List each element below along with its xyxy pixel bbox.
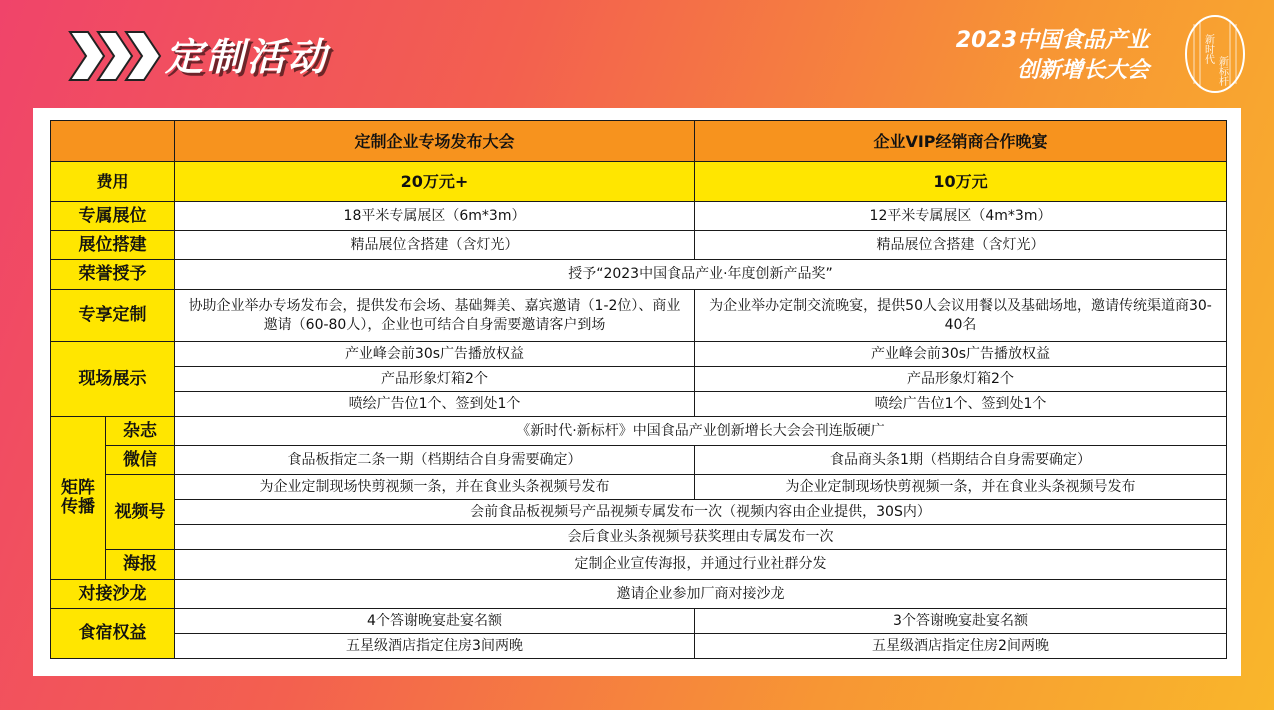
- table-cell: 五星级酒店指定住房3间两晚: [175, 634, 695, 659]
- seal-emblem-icon: [1184, 14, 1246, 94]
- brand-text: [956, 26, 1149, 86]
- table-cell: 授予“2023中国食品产业·年度创新产品奖”: [175, 260, 1227, 290]
- table-cell: 协助企业举办专场发布会，提供发布会场、基础舞美、嘉宾邀请（1-2位）、商业邀请（60-80人），企业也可结合自身需要邀请客户到场: [175, 290, 695, 342]
- table-cell: 会后食业头条视频号获奖理由专属发布一次: [175, 525, 1227, 550]
- table-cell: 精品展位含搭建（含灯光）: [695, 231, 1227, 260]
- table-header-row: [51, 121, 1227, 162]
- fee-value: 10万元: [695, 162, 1227, 202]
- table-row: [51, 609, 1227, 634]
- row-label-matrix: 矩阵传播: [51, 417, 106, 580]
- table-cell: 邀请企业参加厂商对接沙龙: [175, 580, 1227, 609]
- table-row: [51, 634, 1227, 659]
- sub-label-magazine: 杂志: [106, 417, 175, 446]
- row-label-honor: 荣誉授予: [51, 260, 175, 290]
- activity-table: [50, 120, 1227, 659]
- table-row: [51, 231, 1227, 260]
- column-header: 定制企业专场发布大会: [175, 121, 695, 162]
- table-cell: 《新时代·新标杆》中国食品产业创新增长大会会刊连版硬广: [175, 417, 1227, 446]
- table-cell: 产品形象灯箱2个: [175, 367, 695, 392]
- table-cell: 定制企业宣传海报，并通过行业社群分发: [175, 550, 1227, 580]
- table-cell: 会前食品板视频号产品视频专属发布一次（视频内容由企业提供，30S内）: [175, 500, 1227, 525]
- table-row: [51, 162, 1227, 202]
- seal-right-text: 新标杆: [1216, 56, 1228, 86]
- table-row: [51, 446, 1227, 475]
- row-label-salon: 对接沙龙: [51, 580, 175, 609]
- table-row: [51, 367, 1227, 392]
- table-cell: 为企业定制现场快剪视频一条，并在食业头条视频号发布: [695, 475, 1227, 500]
- table-cell: 产业峰会前30s广告播放权益: [175, 342, 695, 367]
- brand-line-1: 2023中国食品产业: [955, 28, 1149, 53]
- fee-value: 20万元+: [175, 162, 695, 202]
- page-title: 定制活动: [165, 35, 330, 79]
- column-header: 企业VIP经销商合作晚宴: [695, 121, 1227, 162]
- table-cell: 产业峰会前30s广告播放权益: [695, 342, 1227, 367]
- sub-label-wechat: 微信: [106, 446, 175, 475]
- row-label-custom: 专享定制: [51, 290, 175, 342]
- row-label-booth: 专属展位: [51, 202, 175, 231]
- table-row: [51, 392, 1227, 417]
- table-cell: 为企业举办定制交流晚宴，提供50人会议用餐以及基础场地，邀请传统渠道商30-40名: [695, 290, 1227, 342]
- table-cell: 喷绘广告位1个、签到处1个: [175, 392, 695, 417]
- table-cell: 食品商头条1期（档期结合自身需要确定）: [695, 446, 1227, 475]
- table-cell: 五星级酒店指定住房2间两晚: [695, 634, 1227, 659]
- table-cell: 喷绘广告位1个、签到处1个: [695, 392, 1227, 417]
- table-row: [51, 500, 1227, 525]
- table-cell: 12平米专属展区（4m*3m）: [695, 202, 1227, 231]
- table-row: [51, 525, 1227, 550]
- seal-left-text: 新时代: [1202, 34, 1214, 64]
- table-row: [51, 475, 1227, 500]
- table-cell: 产品形象灯箱2个: [695, 367, 1227, 392]
- triple-chevron-icon: [68, 30, 163, 82]
- table-row: [51, 342, 1227, 367]
- brand-line-2: 创新增长大会: [1016, 58, 1149, 83]
- row-label-lodging: 食宿权益: [51, 609, 175, 659]
- table-cell: 3个答谢晚宴赴宴名额: [695, 609, 1227, 634]
- row-label-fee: 费用: [51, 162, 175, 202]
- table-cell: 为企业定制现场快剪视频一条，并在食业头条视频号发布: [175, 475, 695, 500]
- table-cell: 4个答谢晚宴赴宴名额: [175, 609, 695, 634]
- table-row: [51, 290, 1227, 342]
- sub-label-poster: 海报: [106, 550, 175, 580]
- table-row: [51, 260, 1227, 290]
- table-row: [51, 417, 1227, 446]
- table-row: [51, 202, 1227, 231]
- row-label-build: 展位搭建: [51, 231, 175, 260]
- table-cell: 精品展位含搭建（含灯光）: [175, 231, 695, 260]
- table-cell: 食品板指定二条一期（档期结合自身需要确定）: [175, 446, 695, 475]
- table-cell: 18平米专属展区（6m*3m）: [175, 202, 695, 231]
- row-label-onsite: 现场展示: [51, 342, 175, 417]
- corner-cell: [51, 121, 175, 162]
- sub-label-video: 视频号: [106, 475, 175, 550]
- table-row: [51, 580, 1227, 609]
- table-row: [51, 550, 1227, 580]
